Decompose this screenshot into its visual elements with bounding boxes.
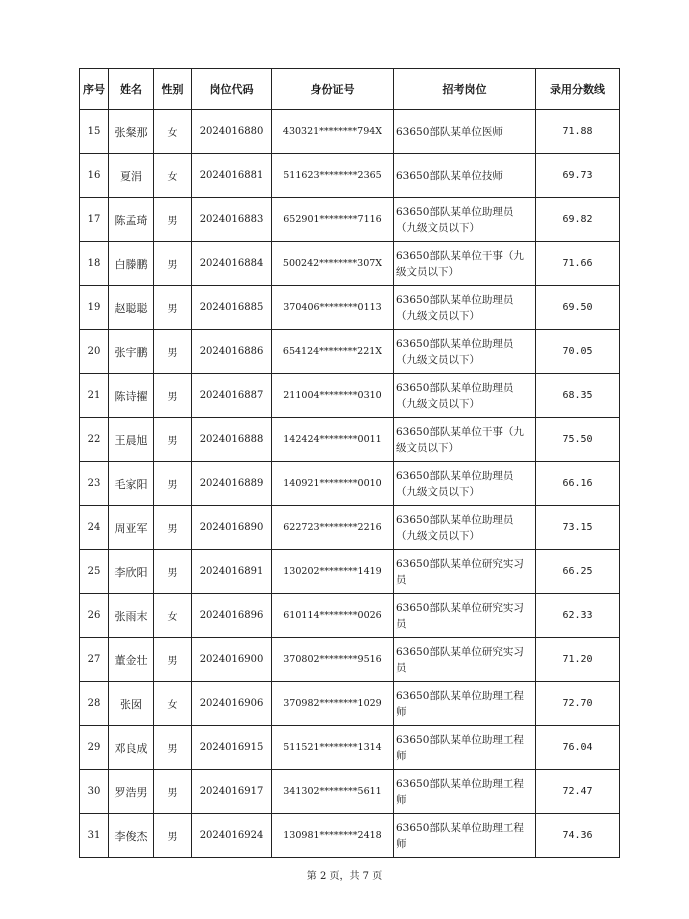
post-code: 2024016915 [192, 726, 272, 770]
candidate-name: 李欣阳 [109, 550, 154, 594]
header-name: 姓名 [109, 69, 154, 110]
id-number: 142424********0011 [272, 418, 394, 462]
gender: 男 [154, 418, 192, 462]
row-index: 20 [80, 330, 109, 374]
row-index: 22 [80, 418, 109, 462]
post-code: 2024016900 [192, 638, 272, 682]
row-index: 15 [80, 110, 109, 154]
post-code: 2024016917 [192, 770, 272, 814]
post-code: 2024016890 [192, 506, 272, 550]
gender: 男 [154, 550, 192, 594]
id-number: 130202********1419 [272, 550, 394, 594]
score-line: 69.50 [536, 286, 620, 330]
header-post: 招考岗位 [394, 69, 536, 110]
table-row [80, 682, 620, 726]
gender: 女 [154, 154, 192, 198]
table-row [80, 374, 620, 418]
gender: 男 [154, 726, 192, 770]
table-row [80, 418, 620, 462]
header-post-code: 岗位代码 [192, 69, 272, 110]
candidate-name: 罗浩男 [109, 770, 154, 814]
row-index: 23 [80, 462, 109, 506]
post-title: 63650部队某单位助理员（九级文员以下） [394, 462, 536, 506]
score-line: 69.73 [536, 154, 620, 198]
id-number: 130981********2418 [272, 814, 394, 858]
gender: 女 [154, 110, 192, 154]
post-code: 2024016887 [192, 374, 272, 418]
candidate-name: 陈诗擢 [109, 374, 154, 418]
gender: 男 [154, 506, 192, 550]
post-title: 63650部队某单位助理员（九级文员以下） [394, 286, 536, 330]
post-title: 63650部队某单位助理工程师 [394, 682, 536, 726]
score-line: 62.33 [536, 594, 620, 638]
gender: 女 [154, 682, 192, 726]
gender: 男 [154, 814, 192, 858]
post-code: 2024016924 [192, 814, 272, 858]
row-index: 29 [80, 726, 109, 770]
post-code: 2024016883 [192, 198, 272, 242]
table-row [80, 110, 620, 154]
gender: 男 [154, 638, 192, 682]
candidate-name: 王晨旭 [109, 418, 154, 462]
gender: 男 [154, 198, 192, 242]
id-number: 341302********5611 [272, 770, 394, 814]
row-index: 16 [80, 154, 109, 198]
score-line: 71.20 [536, 638, 620, 682]
table-row [80, 506, 620, 550]
post-code: 2024016896 [192, 594, 272, 638]
table-row [80, 286, 620, 330]
candidate-name: 赵聪聪 [109, 286, 154, 330]
row-index: 25 [80, 550, 109, 594]
id-number: 370802********9516 [272, 638, 394, 682]
candidate-name: 周亚军 [109, 506, 154, 550]
post-code: 2024016880 [192, 110, 272, 154]
post-code: 2024016884 [192, 242, 272, 286]
row-index: 21 [80, 374, 109, 418]
row-index: 19 [80, 286, 109, 330]
id-number: 654124********221X [272, 330, 394, 374]
id-number: 511521********1314 [272, 726, 394, 770]
id-number: 211004********0310 [272, 374, 394, 418]
post-title: 63650部队某单位助理工程师 [394, 726, 536, 770]
post-code: 2024016889 [192, 462, 272, 506]
table-row [80, 770, 620, 814]
score-line: 71.88 [536, 110, 620, 154]
header-score-line: 录用分数线 [536, 69, 620, 110]
post-title: 63650部队某单位助理工程师 [394, 770, 536, 814]
gender: 男 [154, 770, 192, 814]
results-table [79, 68, 620, 858]
table-row [80, 726, 620, 770]
candidate-name: 邓良成 [109, 726, 154, 770]
score-line: 72.70 [536, 682, 620, 726]
post-title: 63650部队某单位助理员（九级文员以下） [394, 198, 536, 242]
table-row [80, 330, 620, 374]
score-line: 66.25 [536, 550, 620, 594]
post-title: 63650部队某单位助理工程师 [394, 814, 536, 858]
candidate-name: 白滕鹏 [109, 242, 154, 286]
score-line: 73.15 [536, 506, 620, 550]
table-row [80, 550, 620, 594]
row-index: 26 [80, 594, 109, 638]
id-number: 511623********2365 [272, 154, 394, 198]
gender: 男 [154, 242, 192, 286]
table-row [80, 814, 620, 858]
gender: 男 [154, 286, 192, 330]
header-id-number: 身份证号 [272, 69, 394, 110]
post-code: 2024016886 [192, 330, 272, 374]
post-title: 63650部队某单位助理员（九级文员以下） [394, 506, 536, 550]
post-title: 63650部队某单位研究实习员 [394, 594, 536, 638]
table-row [80, 242, 620, 286]
post-code: 2024016881 [192, 154, 272, 198]
table-row [80, 154, 620, 198]
gender: 男 [154, 330, 192, 374]
id-number: 652901********7116 [272, 198, 394, 242]
gender: 女 [154, 594, 192, 638]
score-line: 72.47 [536, 770, 620, 814]
row-index: 31 [80, 814, 109, 858]
post-code: 2024016906 [192, 682, 272, 726]
gender: 男 [154, 374, 192, 418]
page-number: 第 2 页，共 7 页 [306, 871, 383, 882]
gender: 男 [154, 462, 192, 506]
row-index: 24 [80, 506, 109, 550]
id-number: 370982********1029 [272, 682, 394, 726]
post-code: 2024016891 [192, 550, 272, 594]
id-number: 140921********0010 [272, 462, 394, 506]
score-line: 76.04 [536, 726, 620, 770]
table-row [80, 638, 620, 682]
candidate-name: 张囡 [109, 682, 154, 726]
table-row [80, 198, 620, 242]
id-number: 370406********0113 [272, 286, 394, 330]
row-index: 17 [80, 198, 109, 242]
row-index: 28 [80, 682, 109, 726]
post-title: 63650部队某单位研究实习员 [394, 638, 536, 682]
candidate-name: 陈孟琦 [109, 198, 154, 242]
score-line: 69.82 [536, 198, 620, 242]
row-index: 30 [80, 770, 109, 814]
score-line: 66.16 [536, 462, 620, 506]
score-line: 70.05 [536, 330, 620, 374]
table-row [80, 594, 620, 638]
header-gender: 性别 [154, 69, 192, 110]
candidate-name: 董金壮 [109, 638, 154, 682]
candidate-name: 夏涓 [109, 154, 154, 198]
candidate-name: 张宇鹏 [109, 330, 154, 374]
header-index: 序号 [80, 69, 109, 110]
candidate-name: 张雨末 [109, 594, 154, 638]
post-title: 63650部队某单位研究实习员 [394, 550, 536, 594]
post-code: 2024016888 [192, 418, 272, 462]
candidate-name: 李俊杰 [109, 814, 154, 858]
table-row [80, 462, 620, 506]
id-number: 610114********0026 [272, 594, 394, 638]
row-index: 18 [80, 242, 109, 286]
post-title: 63650部队某单位干事（九级文员以下） [394, 242, 536, 286]
score-line: 74.36 [536, 814, 620, 858]
post-code: 2024016885 [192, 286, 272, 330]
post-title: 63650部队某单位技师 [394, 154, 536, 198]
post-title: 63650部队某单位助理员（九级文员以下） [394, 374, 536, 418]
candidate-name: 张粲那 [109, 110, 154, 154]
id-number: 622723********2216 [272, 506, 394, 550]
candidate-name: 毛家阳 [109, 462, 154, 506]
score-line: 75.50 [536, 418, 620, 462]
score-line: 71.66 [536, 242, 620, 286]
score-line: 68.35 [536, 374, 620, 418]
post-title: 63650部队某单位助理员（九级文员以下） [394, 330, 536, 374]
id-number: 500242********307X [272, 242, 394, 286]
post-title: 63650部队某单位干事（九级文员以下） [394, 418, 536, 462]
table-header-row [80, 69, 620, 110]
row-index: 27 [80, 638, 109, 682]
id-number: 430321********794X [272, 110, 394, 154]
post-title: 63650部队某单位医师 [394, 110, 536, 154]
